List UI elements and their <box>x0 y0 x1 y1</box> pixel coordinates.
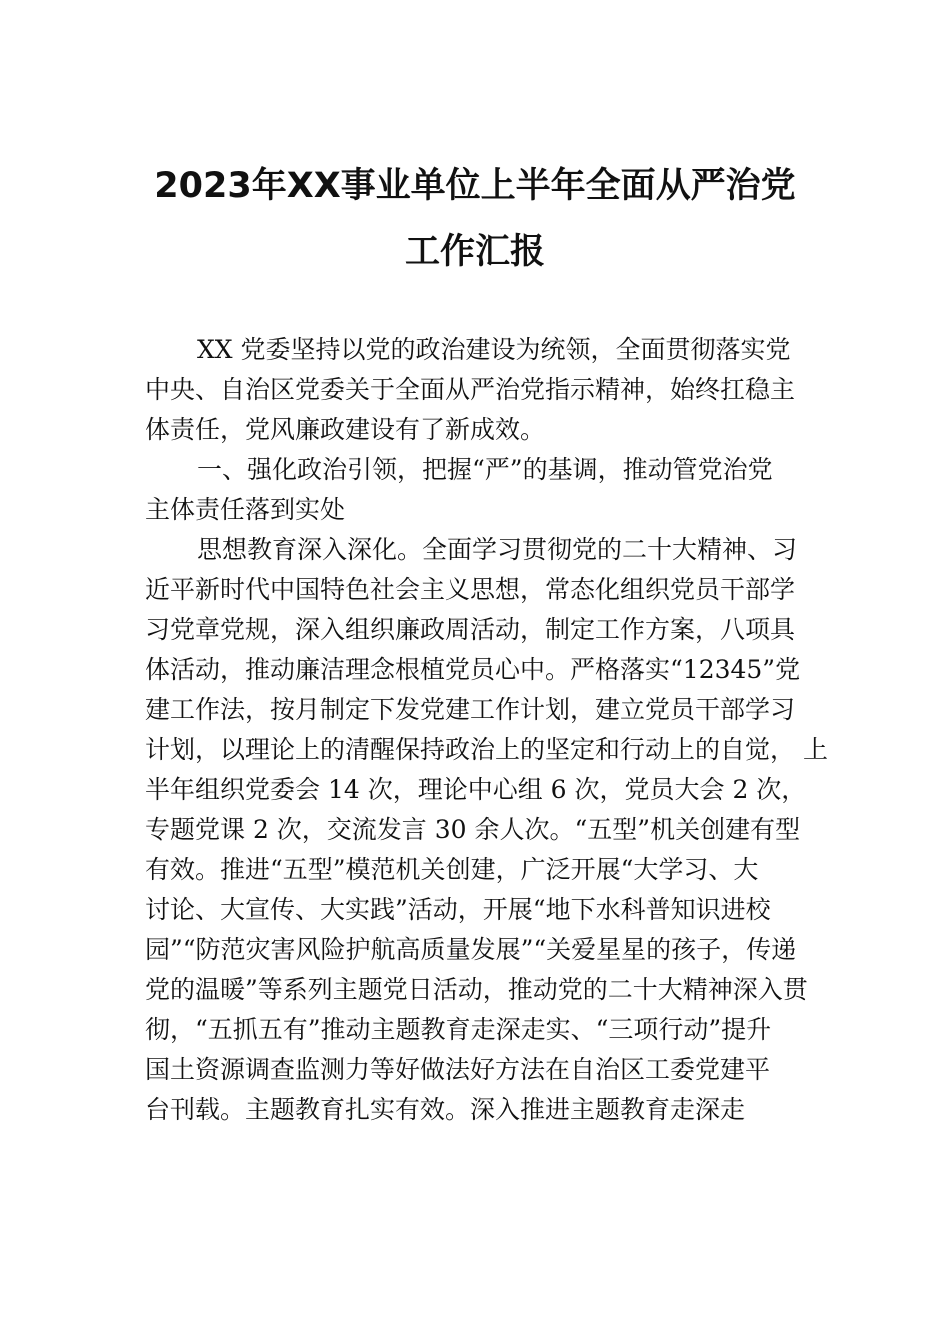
paragraph-line: 彻，“五抓五有”推动主题教育走深走实、“三项行动”提升 <box>145 1015 772 1044</box>
paragraph-line: 专题党课 2 次，交流发言 30 余人次。“五型”机关创建有型 <box>145 815 801 844</box>
paragraph-line: 计划，以理论上的清醒保持政治上的坚定和行动上的自觉， 上 <box>145 735 828 764</box>
section-heading-line: 一、强化政治引领，把握“严”的基调，推动管党治党 <box>197 455 773 484</box>
paragraph-line: 中央、自治区党委关于全面从严治党指示精神，始终扛稳主 <box>145 375 796 404</box>
paragraph-line: 思想教育深入深化。全面学习贯彻党的二十大精神、习 <box>197 535 798 564</box>
paragraph-line: XX 党委坚持以党的政治建设为统领，全面贯彻落实党 <box>197 335 791 364</box>
section-heading-line: 主体责任落到实处 <box>145 495 346 524</box>
paragraph-line: 园”“防范灾害风险护航高质量发展”“关爱星星的孩子，传递 <box>145 935 797 964</box>
paragraph-line: 台刊载。主题教育扎实有效。深入推进主题教育走深走 <box>145 1095 746 1124</box>
paragraph-line: 习党章党规，深入组织廉政周活动，制定工作方案，八项具 <box>145 615 796 644</box>
paragraph-line: 半年组织党委会 14 次，理论中心组 6 次，党员大会 2 次， <box>145 775 807 804</box>
document-title-line-2: 工作汇报 <box>404 232 545 272</box>
paragraph-line: 体责任，党风廉政建设有了新成效。 <box>145 415 546 444</box>
paragraph-line: 讨论、大宣传、大实践”活动，开展“地下水科普知识进校 <box>145 895 771 924</box>
paragraph-line: 近平新时代中国特色社会主义思想，常态化组织党员干部学 <box>145 575 796 604</box>
paragraph-line: 建工作法，按月制定下发党建工作计划，建立党员干部学习 <box>145 695 796 724</box>
document-title-line-1: 2023年XX事业单位上半年全面从严治党 <box>154 166 796 206</box>
paragraph-line: 党的温暖”等系列主题党日活动，推动党的二十大精神深入贯 <box>145 975 808 1004</box>
paragraph-line: 有效。推进“五型”模范机关创建，广泛开展“大学习、大 <box>145 855 759 884</box>
paragraph-line: 国土资源调查监测力等好做法好方法在自治区工委党建平 <box>145 1055 771 1084</box>
document-body <box>145 330 828 1130</box>
paragraph-line: 体活动，推动廉洁理念根植党员心中。严格落实“12345”党 <box>145 655 801 684</box>
